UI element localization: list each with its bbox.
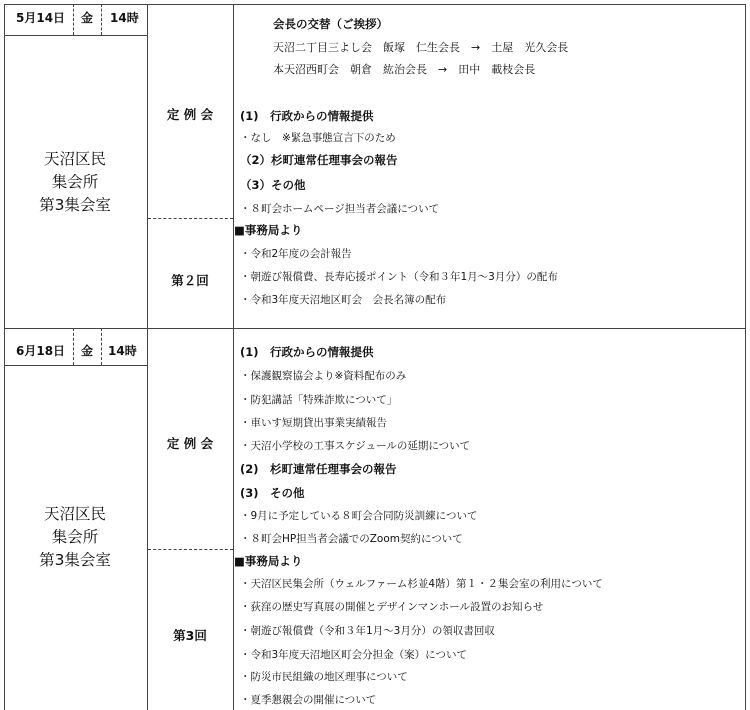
block2-item: ・朝遊び報償費（令和３年1月〜3月分）の領収書回収 <box>240 625 495 637</box>
block2-item: ■事務局より <box>234 554 303 568</box>
block2-item: ・天沼小学校の工事スケジュールの延期について <box>240 440 471 452</box>
block2-item: (1) 行政からの情報提供 <box>240 345 374 359</box>
block-separator <box>4 328 746 329</box>
block1-venue-line2: 集会所 <box>51 173 99 191</box>
block1-item: ・８町会ホームページ担当者会議について <box>240 203 440 215</box>
block1-header-bottom <box>4 35 148 36</box>
block1-venue-line1: 天沼区民 <box>43 150 106 168</box>
block2-day: 金 <box>81 344 94 358</box>
column-divider-content <box>233 4 234 710</box>
block2-item: ・車いす短期貸出事業実績報告 <box>240 417 387 429</box>
block2-round-label: 第3回 <box>173 628 207 643</box>
block2-item: ・荻窪の歴史写真展の開催とデザインマンホール設置のお知らせ <box>240 601 544 613</box>
block2-date: 6月18日 <box>16 344 66 358</box>
block2-item: (2) 杉町連常任理事会の報告 <box>240 462 397 476</box>
block1-item: ・朝遊び報償費、長寿応援ポイント（令和３年1月〜3月分）の配布 <box>240 271 558 283</box>
block1-date: 5月14日 <box>16 11 66 25</box>
block1-venue <box>2 148 148 217</box>
block2-header-bottom <box>4 365 148 366</box>
greeting-line2: 本天沼西町会 朝倉 紘治会長 → 田中 載枝会長 <box>273 63 536 76</box>
block1-item: ・令和2年度の会計報告 <box>240 248 352 260</box>
block2-venue-line3: 第3集会室 <box>39 551 111 569</box>
block2-item: ・夏季懇親会の開催について <box>240 694 377 706</box>
block1-session-divider <box>148 218 233 219</box>
block2-item: ・保護観察協会より※資料配布のみ <box>240 370 407 382</box>
block1-item: ・令和3年度天沼地区町会 会長名簿の配布 <box>240 294 447 306</box>
greeting-line1: 天沼二丁目三よし会 飯塚 仁生会長 → 土屋 光久会長 <box>273 41 569 54</box>
block1-round-label: 第２回 <box>171 273 209 288</box>
block1-header-divider-1 <box>73 4 74 35</box>
block2-venue-line2: 集会所 <box>51 528 99 546</box>
greeting-title: 会長の交替（ご挨拶） <box>273 17 388 31</box>
block1-item: (1) 行政からの情報提供 <box>240 109 374 123</box>
block1-header-divider-2 <box>101 4 102 35</box>
block1-item: ■事務局より <box>234 223 303 237</box>
block2-item: (3) その他 <box>240 486 305 500</box>
block1-item: （2）杉町連常任理事会の報告 <box>240 153 398 167</box>
block2-item: ・８町会HP担当者会議でのZoom契約について <box>240 533 463 545</box>
block2-venue-line1: 天沼区民 <box>43 505 106 523</box>
block2-item: ・天沼区民集会所（ウェルファーム杉並4階）第１・２集会室の利用について <box>240 578 603 590</box>
block2-item: ・防犯講話「特殊詐欺について」 <box>240 394 398 406</box>
block1-item: （3）その他 <box>240 178 306 192</box>
block2-item: ・防災市民組織の地区理事について <box>240 671 408 683</box>
block2-item: ・9月に予定している８町会合同防災訓練について <box>240 510 478 522</box>
block2-header-divider-2 <box>101 328 102 365</box>
block2-header-divider-1 <box>73 328 74 365</box>
block2-session-divider <box>148 549 233 550</box>
block1-venue-line3: 第3集会室 <box>39 196 111 214</box>
block1-teirei-label: 定 例 会 <box>166 107 214 122</box>
block1-time: 14時 <box>110 11 139 25</box>
table-left-border <box>4 4 5 710</box>
table-top-border <box>4 4 746 5</box>
block2-item: ・令和3年度天沼地区町会分担金（案）について <box>240 649 467 661</box>
block1-item: ・なし ※緊急事態宣言下のため <box>240 132 396 144</box>
block2-venue <box>2 503 148 572</box>
block1-day: 金 <box>81 11 94 25</box>
table-right-border <box>745 4 746 710</box>
block2-teirei-label: 定 例 会 <box>166 436 214 451</box>
block2-time: 14時 <box>108 344 137 358</box>
